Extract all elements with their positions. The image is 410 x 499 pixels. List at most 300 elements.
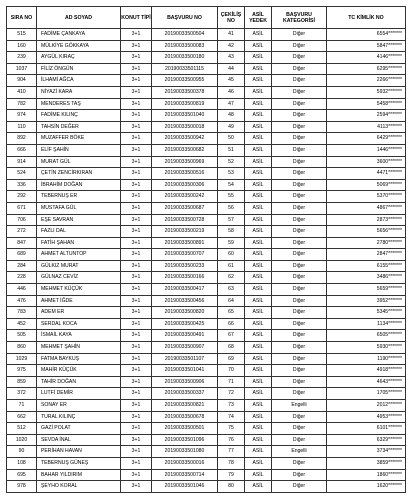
- cell-asil-yedek: ASİL: [245, 342, 272, 354]
- cell-sira-no: 689: [7, 249, 37, 261]
- table-row: [7, 446, 406, 458]
- table-row: [7, 144, 406, 156]
- cell-basvuru-no: 20190033500955: [152, 75, 218, 87]
- cell-tc-kimlik-no: 4146*******: [327, 52, 406, 64]
- cell-tc-kimlik-no: 1134*******: [327, 318, 406, 330]
- cell-basvuru-no: 20190033500306: [152, 179, 218, 191]
- cell-cekilis-no: 73: [218, 400, 245, 412]
- cell-konut-tipi: 3+1: [121, 202, 152, 214]
- cell-basvuru-kategorisi: Engelli: [272, 446, 327, 458]
- cell-sira-no: 860: [7, 342, 37, 354]
- cell-sira-no: 476: [7, 295, 37, 307]
- cell-cekilis-no: 51: [218, 144, 245, 156]
- cell-basvuru-kategorisi: Diğer: [272, 98, 327, 110]
- cell-tc-kimlik-no: 3486*******: [327, 272, 406, 284]
- table-row: [7, 40, 406, 52]
- cell-sira-no: 505: [7, 330, 37, 342]
- cell-cekilis-no: 50: [218, 133, 245, 145]
- cell-basvuru-kategorisi: Diğer: [272, 214, 327, 226]
- cell-cekilis-no: 65: [218, 307, 245, 319]
- cell-tc-kimlik-no: 4867*******: [327, 202, 406, 214]
- cell-ad-soyad: BAHAR YILDIRIM: [37, 469, 121, 481]
- cell-basvuru-kategorisi: Diğer: [272, 110, 327, 122]
- cell-sira-no: 671: [7, 202, 37, 214]
- cell-basvuru-no: 20190033500337: [152, 388, 218, 400]
- cell-tc-kimlik-no: 5370*******: [327, 191, 406, 203]
- cell-basvuru-kategorisi: Diğer: [272, 307, 327, 319]
- cell-basvuru-no: 20190033500233: [152, 260, 218, 272]
- cell-sira-no: 706: [7, 214, 37, 226]
- cell-sira-no: 410: [7, 86, 37, 98]
- cell-konut-tipi: 3+1: [121, 434, 152, 446]
- cell-basvuru-no: 20190033500687: [152, 202, 218, 214]
- cell-asil-yedek: ASİL: [245, 272, 272, 284]
- cell-tc-kimlik-no: 4643*******: [327, 376, 406, 388]
- cell-konut-tipi: 3+1: [121, 307, 152, 319]
- cell-asil-yedek: ASİL: [245, 156, 272, 168]
- cell-basvuru-kategorisi: Diğer: [272, 191, 327, 203]
- document-page: [6, 6, 405, 496]
- table-row: [7, 133, 406, 145]
- cell-cekilis-no: 44: [218, 63, 245, 75]
- cell-konut-tipi: 3+1: [121, 284, 152, 296]
- table-row: [7, 423, 406, 435]
- cell-cekilis-no: 46: [218, 86, 245, 98]
- table-row: [7, 469, 406, 481]
- cell-ad-soyad: FAZLI DAL: [37, 226, 121, 238]
- cell-konut-tipi: 3+1: [121, 29, 152, 41]
- cell-cekilis-no: 57: [218, 214, 245, 226]
- cell-cekilis-no: 67: [218, 330, 245, 342]
- cell-tc-kimlik-no: 2012*******: [327, 400, 406, 412]
- cell-ad-soyad: İSMAİL KAYA: [37, 330, 121, 342]
- cell-ad-soyad: PERİHAN HAVAN: [37, 446, 121, 458]
- cell-ad-soyad: TURAL KILINÇ: [37, 411, 121, 423]
- cell-sira-no: 452: [7, 318, 37, 330]
- cell-cekilis-no: 49: [218, 121, 245, 133]
- cell-basvuru-no: 20190033500516: [152, 168, 218, 180]
- table-row: [7, 481, 406, 493]
- cell-ad-soyad: FADİME ÇANKAYA: [37, 29, 121, 41]
- cell-cekilis-no: 79: [218, 469, 245, 481]
- cell-konut-tipi: 3+1: [121, 423, 152, 435]
- cell-cekilis-no: 71: [218, 376, 245, 388]
- cell-ad-soyad: TAHSİN DEĞER: [37, 121, 121, 133]
- cell-tc-kimlik-no: 6505*******: [327, 330, 406, 342]
- cell-tc-kimlik-no: 5847*******: [327, 40, 406, 52]
- cell-konut-tipi: 3+1: [121, 40, 152, 52]
- cell-tc-kimlik-no: 1190*******: [327, 353, 406, 365]
- cell-konut-tipi: 3+1: [121, 260, 152, 272]
- table-row: [7, 376, 406, 388]
- cell-asil-yedek: ASİL: [245, 457, 272, 469]
- cell-cekilis-no: 75: [218, 423, 245, 435]
- cell-konut-tipi: 3+1: [121, 179, 152, 191]
- cell-asil-yedek: ASİL: [245, 75, 272, 87]
- header-tc-kimlik-no: TC KİMLİK NO: [327, 7, 406, 29]
- table-row: [7, 168, 406, 180]
- cell-tc-kimlik-no: 1620*******: [327, 481, 406, 493]
- cell-sira-no: 914: [7, 156, 37, 168]
- table-row: [7, 260, 406, 272]
- cell-konut-tipi: 3+1: [121, 411, 152, 423]
- cell-asil-yedek: ASİL: [245, 144, 272, 156]
- cell-asil-yedek: ASİL: [245, 168, 272, 180]
- cell-basvuru-kategorisi: Diğer: [272, 342, 327, 354]
- cell-cekilis-no: 68: [218, 342, 245, 354]
- cell-asil-yedek: ASİL: [245, 63, 272, 75]
- cell-tc-kimlik-no: 5458*******: [327, 98, 406, 110]
- cell-basvuru-no: 20190033500016: [152, 457, 218, 469]
- cell-cekilis-no: 48: [218, 110, 245, 122]
- table-row: [7, 98, 406, 110]
- cell-ad-soyad: MEHMET ŞAHİN: [37, 342, 121, 354]
- cell-sira-no: 272: [7, 226, 37, 238]
- cell-asil-yedek: ASİL: [245, 214, 272, 226]
- cell-konut-tipi: 3+1: [121, 353, 152, 365]
- cell-sira-no: 1037: [7, 63, 37, 75]
- cell-konut-tipi: 3+1: [121, 318, 152, 330]
- cell-ad-soyad: LUTFİ DEMİR: [37, 388, 121, 400]
- cell-ad-soyad: GAZİ POLAT: [37, 423, 121, 435]
- cell-sira-no: 160: [7, 40, 37, 52]
- cell-basvuru-kategorisi: Diğer: [272, 284, 327, 296]
- cell-asil-yedek: ASİL: [245, 307, 272, 319]
- cell-sira-no: 71: [7, 400, 37, 412]
- cell-basvuru-no: 20190033500819: [152, 98, 218, 110]
- cell-cekilis-no: 60: [218, 249, 245, 261]
- cell-tc-kimlik-no: 4471*******: [327, 168, 406, 180]
- cell-basvuru-no: 20190033500504: [152, 29, 218, 41]
- cell-asil-yedek: ASİL: [245, 365, 272, 377]
- cell-basvuru-no: 20190033501040: [152, 110, 218, 122]
- cell-ad-soyad: MUSTAFA GÜL: [37, 202, 121, 214]
- cell-sira-no: 515: [7, 29, 37, 41]
- cell-tc-kimlik-no: 6155*******: [327, 260, 406, 272]
- cell-asil-yedek: ASİL: [245, 98, 272, 110]
- cell-sira-no: 90: [7, 446, 37, 458]
- table-row: [7, 63, 406, 75]
- cell-cekilis-no: 43: [218, 52, 245, 64]
- cell-sira-no: 284: [7, 260, 37, 272]
- cell-basvuru-no: 20190033500083: [152, 40, 218, 52]
- cell-sira-no: 859: [7, 376, 37, 388]
- cell-asil-yedek: ASİL: [245, 434, 272, 446]
- cell-konut-tipi: 3+1: [121, 63, 152, 75]
- table-row: [7, 400, 406, 412]
- cell-basvuru-kategorisi: Diğer: [272, 249, 327, 261]
- cell-cekilis-no: 58: [218, 226, 245, 238]
- cell-basvuru-no: 20190033500166: [152, 272, 218, 284]
- cell-basvuru-no: 20190033500906: [152, 376, 218, 388]
- cell-asil-yedek: ASİL: [245, 29, 272, 41]
- cell-basvuru-no: 20190033500242: [152, 191, 218, 203]
- cell-ad-soyad: NİYAZİ KARA: [37, 86, 121, 98]
- cell-tc-kimlik-no: 5659*******: [327, 284, 406, 296]
- cell-cekilis-no: 62: [218, 272, 245, 284]
- cell-asil-yedek: ASİL: [245, 52, 272, 64]
- cell-asil-yedek: ASİL: [245, 353, 272, 365]
- table-row: [7, 411, 406, 423]
- table-row: [7, 121, 406, 133]
- cell-cekilis-no: 77: [218, 446, 245, 458]
- cell-cekilis-no: 56: [218, 202, 245, 214]
- cell-tc-kimlik-no: 5930*******: [327, 342, 406, 354]
- cell-konut-tipi: 3+1: [121, 330, 152, 342]
- table-row: [7, 307, 406, 319]
- cell-ad-soyad: EŞE SAVRAN: [37, 214, 121, 226]
- cell-cekilis-no: 61: [218, 260, 245, 272]
- cell-sira-no: 108: [7, 457, 37, 469]
- cell-ad-soyad: FATMA BAYKUŞ: [37, 353, 121, 365]
- cell-asil-yedek: ASİL: [245, 121, 272, 133]
- cell-asil-yedek: ASİL: [245, 179, 272, 191]
- cell-basvuru-kategorisi: Diğer: [272, 469, 327, 481]
- cell-ad-soyad: ELİF ŞAHİN: [37, 144, 121, 156]
- cell-sira-no: 892: [7, 133, 37, 145]
- cell-konut-tipi: 3+1: [121, 133, 152, 145]
- cell-sira-no: 372: [7, 388, 37, 400]
- cell-tc-kimlik-no: 5069*******: [327, 179, 406, 191]
- cell-ad-soyad: SERDAL KOCA: [37, 318, 121, 330]
- cell-asil-yedek: ASİL: [245, 40, 272, 52]
- cell-ad-soyad: ÇETİN ZENCİRKIRAN: [37, 168, 121, 180]
- cell-ad-soyad: ADEM ER: [37, 307, 121, 319]
- table-row: [7, 434, 406, 446]
- cell-ad-soyad: SEVDA İNAL: [37, 434, 121, 446]
- cell-ad-soyad: İBRAHİM DOĞAN: [37, 179, 121, 191]
- cell-basvuru-no: 20190033500942: [152, 133, 218, 145]
- cell-asil-yedek: ASİL: [245, 133, 272, 145]
- cell-konut-tipi: 3+1: [121, 237, 152, 249]
- cell-asil-yedek: ASİL: [245, 284, 272, 296]
- cell-basvuru-kategorisi: Diğer: [272, 457, 327, 469]
- cell-sira-no: 446: [7, 284, 37, 296]
- cell-basvuru-no: 20190033500378: [152, 86, 218, 98]
- cell-konut-tipi: 3+1: [121, 226, 152, 238]
- cell-asil-yedek: ASİL: [245, 260, 272, 272]
- cell-basvuru-kategorisi: Diğer: [272, 29, 327, 41]
- cell-ad-soyad: ŞEYHO KORAL: [37, 481, 121, 493]
- cell-tc-kimlik-no: 2594*******: [327, 110, 406, 122]
- cell-basvuru-no: 20190033500501: [152, 423, 218, 435]
- cell-basvuru-no: 20190033500714: [152, 469, 218, 481]
- cell-basvuru-no: 20190033500180: [152, 52, 218, 64]
- table-row: [7, 330, 406, 342]
- cell-konut-tipi: 3+1: [121, 469, 152, 481]
- cell-tc-kimlik-no: 1860*******: [327, 469, 406, 481]
- cell-basvuru-no: 20190033501115: [152, 63, 218, 75]
- cell-ad-soyad: MURAT GÜL: [37, 156, 121, 168]
- cell-basvuru-kategorisi: Diğer: [272, 237, 327, 249]
- cell-tc-kimlik-no: 3600*******: [327, 156, 406, 168]
- cell-tc-kimlik-no: 4918*******: [327, 365, 406, 377]
- cell-basvuru-kategorisi: Diğer: [272, 52, 327, 64]
- cell-basvuru-kategorisi: Diğer: [272, 156, 327, 168]
- cell-asil-yedek: ASİL: [245, 330, 272, 342]
- cell-konut-tipi: 3+1: [121, 168, 152, 180]
- cell-konut-tipi: 3+1: [121, 110, 152, 122]
- cell-asil-yedek: ASİL: [245, 388, 272, 400]
- cell-sira-no: 782: [7, 98, 37, 110]
- header-asil-yedek: ASİL YEDEK: [245, 7, 272, 29]
- cell-asil-yedek: ASİL: [245, 446, 272, 458]
- cell-asil-yedek: ASİL: [245, 237, 272, 249]
- cell-sira-no: 1020: [7, 434, 37, 446]
- cell-cekilis-no: 76: [218, 434, 245, 446]
- cell-basvuru-no: 20190033500678: [152, 411, 218, 423]
- cell-asil-yedek: ASİL: [245, 295, 272, 307]
- cell-konut-tipi: 3+1: [121, 295, 152, 307]
- cell-sira-no: 904: [7, 75, 37, 87]
- cell-ad-soyad: FİLİZ ÖNGÜN: [37, 63, 121, 75]
- table-row: [7, 284, 406, 296]
- cell-cekilis-no: 42: [218, 40, 245, 52]
- table-row: [7, 179, 406, 191]
- cell-ad-soyad: FADİME KILINÇ: [37, 110, 121, 122]
- cell-asil-yedek: ASİL: [245, 226, 272, 238]
- cell-basvuru-no: 20190033501041: [152, 365, 218, 377]
- table-row: [7, 214, 406, 226]
- cell-basvuru-kategorisi: Diğer: [272, 40, 327, 52]
- cell-basvuru-kategorisi: Diğer: [272, 133, 327, 145]
- cell-basvuru-kategorisi: Engelli: [272, 400, 327, 412]
- cell-konut-tipi: 3+1: [121, 86, 152, 98]
- cell-asil-yedek: ASİL: [245, 202, 272, 214]
- cell-asil-yedek: ASİL: [245, 469, 272, 481]
- cell-basvuru-no: 20190033501107: [152, 353, 218, 365]
- cell-asil-yedek: ASİL: [245, 191, 272, 203]
- cell-basvuru-no: 20190033500417: [152, 284, 218, 296]
- header-cekilis-no: ÇEKİLİŞ NO: [218, 7, 245, 29]
- cell-konut-tipi: 3+1: [121, 121, 152, 133]
- cell-ad-soyad: FATİH ŞAHAN: [37, 237, 121, 249]
- cell-basvuru-no: 20190033500820: [152, 307, 218, 319]
- cell-konut-tipi: 3+1: [121, 214, 152, 226]
- cell-ad-soyad: SONAY ER: [37, 400, 121, 412]
- cell-basvuru-kategorisi: Diğer: [272, 411, 327, 423]
- cell-basvuru-no: 20190033500969: [152, 156, 218, 168]
- cell-basvuru-no: 20190033500707: [152, 249, 218, 261]
- cell-tc-kimlik-no: 6101*******: [327, 423, 406, 435]
- cell-asil-yedek: ASİL: [245, 423, 272, 435]
- cell-asil-yedek: ASİL: [245, 249, 272, 261]
- cell-sira-no: 975: [7, 365, 37, 377]
- cell-sira-no: 847: [7, 237, 37, 249]
- cell-ad-soyad: GÜLNAZ CEVİZ: [37, 272, 121, 284]
- cell-konut-tipi: 3+1: [121, 52, 152, 64]
- cell-sira-no: 228: [7, 272, 37, 284]
- cell-konut-tipi: 3+1: [121, 191, 152, 203]
- cell-konut-tipi: 3+1: [121, 249, 152, 261]
- cell-sira-no: 695: [7, 469, 37, 481]
- table-row: [7, 29, 406, 41]
- cell-tc-kimlik-no: 2847*******: [327, 249, 406, 261]
- cell-asil-yedek: ASİL: [245, 110, 272, 122]
- table-row: [7, 295, 406, 307]
- table-row: [7, 202, 406, 214]
- cell-konut-tipi: 3+1: [121, 481, 152, 493]
- cell-cekilis-no: 78: [218, 457, 245, 469]
- cell-cekilis-no: 41: [218, 29, 245, 41]
- cell-basvuru-kategorisi: Diğer: [272, 272, 327, 284]
- cell-basvuru-kategorisi: Diğer: [272, 144, 327, 156]
- cell-cekilis-no: 54: [218, 179, 245, 191]
- cell-tc-kimlik-no: 6295*******: [327, 63, 406, 75]
- lottery-results-table: [6, 6, 406, 493]
- cell-basvuru-no: 20190033500682: [152, 144, 218, 156]
- cell-tc-kimlik-no: 3952*******: [327, 295, 406, 307]
- table-row: [7, 342, 406, 354]
- cell-asil-yedek: ASİL: [245, 86, 272, 98]
- cell-basvuru-no: 20190033501080: [152, 446, 218, 458]
- cell-cekilis-no: 64: [218, 295, 245, 307]
- cell-ad-soyad: MUZAFFER BÖKE: [37, 133, 121, 145]
- header-basvuru-no: BAŞVURU NO: [152, 7, 218, 29]
- cell-ad-soyad: MENDERES TAŞ: [37, 98, 121, 110]
- cell-basvuru-kategorisi: Diğer: [272, 121, 327, 133]
- table-row: [7, 52, 406, 64]
- cell-sira-no: 974: [7, 110, 37, 122]
- cell-basvuru-no: 20190033501096: [152, 434, 218, 446]
- cell-ad-soyad: MAHİR KÜÇÜK: [37, 365, 121, 377]
- cell-basvuru-kategorisi: Diğer: [272, 168, 327, 180]
- cell-ad-soyad: TEBERNUŞ GÜNEŞ: [37, 457, 121, 469]
- cell-ad-soyad: AHMET ALTUNTOP: [37, 249, 121, 261]
- cell-sira-no: 512: [7, 423, 37, 435]
- cell-basvuru-kategorisi: Diğer: [272, 75, 327, 87]
- cell-cekilis-no: 45: [218, 75, 245, 87]
- cell-basvuru-no: 20190033500425: [152, 318, 218, 330]
- table-header-row: [7, 7, 406, 29]
- table-row: [7, 272, 406, 284]
- cell-basvuru-kategorisi: Diğer: [272, 260, 327, 272]
- cell-cekilis-no: 55: [218, 191, 245, 203]
- cell-cekilis-no: 80: [218, 481, 245, 493]
- table-row: [7, 237, 406, 249]
- cell-sira-no: 336: [7, 179, 37, 191]
- cell-cekilis-no: 59: [218, 237, 245, 249]
- cell-cekilis-no: 53: [218, 168, 245, 180]
- header-konut-tipi: KONUT TİPİ: [121, 7, 152, 29]
- cell-ad-soyad: AYGÜL KIRAÇ: [37, 52, 121, 64]
- cell-tc-kimlik-no: 1705*******: [327, 388, 406, 400]
- cell-konut-tipi: 3+1: [121, 365, 152, 377]
- cell-basvuru-kategorisi: Diğer: [272, 63, 327, 75]
- cell-asil-yedek: ASİL: [245, 481, 272, 493]
- cell-basvuru-no: 20190033500219: [152, 226, 218, 238]
- cell-sira-no: 524: [7, 168, 37, 180]
- header-sira-no: SIRA NO: [7, 7, 37, 29]
- table-row: [7, 249, 406, 261]
- cell-konut-tipi: 3+1: [121, 342, 152, 354]
- cell-konut-tipi: 3+1: [121, 98, 152, 110]
- cell-ad-soyad: MÜLKİYE GÖKKAYA: [37, 40, 121, 52]
- cell-basvuru-no: 20190033500891: [152, 237, 218, 249]
- cell-konut-tipi: 3+1: [121, 376, 152, 388]
- cell-basvuru-kategorisi: Diğer: [272, 202, 327, 214]
- cell-cekilis-no: 66: [218, 318, 245, 330]
- cell-tc-kimlik-no: 4953*******: [327, 411, 406, 423]
- cell-tc-kimlik-no: 2780*******: [327, 237, 406, 249]
- cell-konut-tipi: 3+1: [121, 388, 152, 400]
- cell-basvuru-kategorisi: Diğer: [272, 388, 327, 400]
- cell-basvuru-kategorisi: Diğer: [272, 434, 327, 446]
- table-row: [7, 75, 406, 87]
- cell-tc-kimlik-no: 3859*******: [327, 457, 406, 469]
- cell-asil-yedek: ASİL: [245, 400, 272, 412]
- cell-sira-no: 662: [7, 411, 37, 423]
